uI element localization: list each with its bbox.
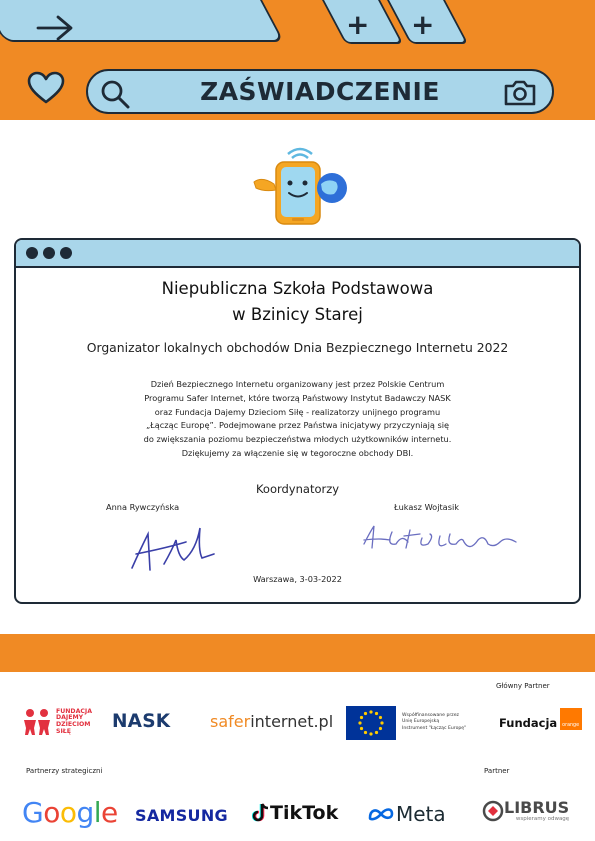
fundacja-dds-text: FUNDACJA DAJEMY DZIECIOM SIŁĘ: [56, 707, 92, 735]
organizer-line: Organizator lokalnych obchodów Dnia Bezpiecznego Internetu 2022: [86, 340, 509, 355]
body-line: do zwiększania poziomu bezpieczeństwa młodych użytkowników internetu.: [143, 434, 452, 445]
tiktok-logo-text: TikTok: [270, 802, 339, 824]
meta-logo-text: Meta: [396, 802, 446, 826]
coordinator-left-name: Anna Rywczyńska: [106, 502, 180, 512]
plus-icon: +: [411, 8, 435, 41]
fundacja-orange-text: Fundacja: [499, 716, 558, 730]
children-icon: [22, 708, 52, 736]
place-date: Warszawa, 3-03-2022: [253, 574, 342, 584]
main-partner-label: Główny Partner: [496, 682, 550, 690]
librus-emblem-icon: [482, 800, 504, 822]
school-line-2: w Bzinicy Starej: [232, 305, 363, 324]
signature-right: [360, 522, 520, 558]
orange-square-logo: orange: [560, 708, 582, 730]
page-title: ZAŚWIADCZENIE: [200, 77, 440, 106]
school-line-1: Niepubliczna Szkoła Podstawowa: [161, 279, 434, 298]
mascot-illustration: [248, 140, 348, 230]
fundacja-orange-logo: [499, 708, 582, 730]
body-line: oraz Fundacja Dajemy Dzieciom Siłę - realizatorzy unijnego programu: [154, 406, 441, 417]
librus-logo: [482, 800, 569, 822]
heart-icon: [26, 70, 66, 106]
coordinators-label: Koordynatorzy: [255, 482, 340, 496]
body-line: Dzień Bezpiecznego Internetu organizowany jest przez Polskie Centrum: [150, 379, 445, 389]
eu-flag-icon: [346, 706, 396, 740]
nask-logo: NASK: [112, 711, 171, 732]
certificate-window: [14, 238, 581, 604]
coordinator-right-name: Łukasz Wojtasik: [394, 502, 459, 512]
window-title-bar: [16, 240, 579, 268]
footer-band: [0, 634, 595, 672]
meta-logo: [366, 802, 446, 826]
camera-icon: [502, 78, 538, 108]
window-dot-icon: [26, 247, 38, 259]
header-band: [0, 0, 595, 120]
school-name: [16, 276, 579, 328]
saferinternet-logo: [210, 712, 333, 731]
tiktok-note-icon: [252, 803, 270, 823]
window-dot-icon: [60, 247, 72, 259]
samsung-logo: SAMSUNG: [135, 806, 228, 825]
partner-label: Partner: [484, 767, 510, 775]
meta-infinity-icon: [366, 806, 396, 822]
saferinternet-logo-part1: safer: [210, 712, 251, 731]
librus-logo-text: LIBRUS: [504, 798, 570, 817]
arrow-right-icon: [36, 14, 76, 42]
google-logo-text: Google: [22, 796, 118, 829]
librus-tagline: wspieramy odwagę: [515, 816, 570, 822]
fundacja-dds-logo: [22, 708, 92, 736]
eu-cofinance-text: Współfinansowane przez Unię Europejską Instrument "Łącząc Europę": [402, 713, 467, 731]
body-line: Dziękujemy za włączenie się w tegoroczne obchody DBI.: [181, 447, 414, 458]
certificate-body: [16, 378, 579, 461]
title-bar: [86, 69, 554, 114]
window-dot-icon: [43, 247, 55, 259]
google-logo: [22, 796, 118, 829]
saferinternet-logo-part2: internet.pl: [250, 712, 334, 731]
plus-icon: +: [346, 8, 370, 41]
tiktok-logo: [252, 802, 338, 824]
body-line: Programu Safer Internet, które tworzą Państwowy Instytut Badawczy NASK: [144, 392, 451, 403]
strategic-partners-label: Partnerzy strategiczni: [26, 767, 103, 775]
signature-left: [126, 520, 216, 576]
body-line: „Łącząc Europę”. Podejmowane przez Państwa inicjatywy przyczyniają się: [145, 420, 450, 431]
